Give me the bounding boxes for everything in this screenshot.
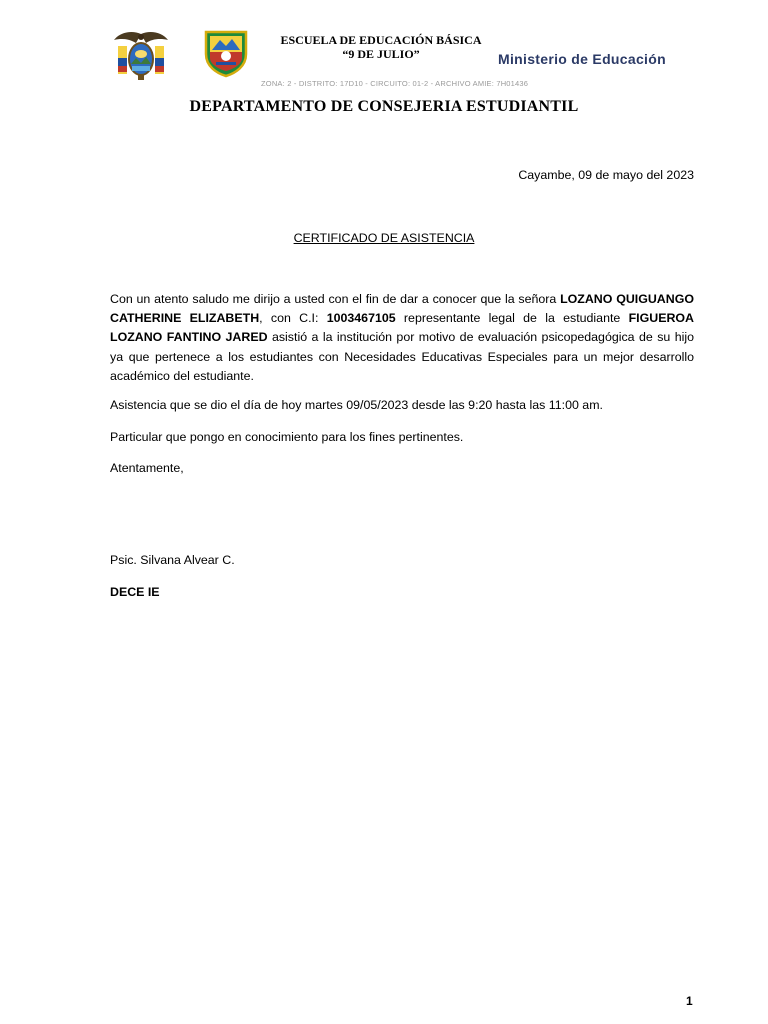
paragraph-text-3: representante legal de la estudiante xyxy=(395,311,629,326)
paragraph-text-1: Con un atento saludo me dirijo a usted con el fin de dar a conocer que la señora xyxy=(110,292,561,306)
guardian-id: 1003467105 xyxy=(326,311,396,326)
school-name-line1: ESCUELA DE EDUCACIÓN BÁSICA xyxy=(280,33,482,47)
zone-info: ZONA: 2 - DISTRITO: 17D10 - CIRCUITO: 01-2 - ARCHIVO AMIE: 7H01436 xyxy=(261,79,529,88)
department-title: DEPARTAMENTO DE CONSEJERIA ESTUDIANTIL xyxy=(189,98,579,115)
guardian-name: LOZANO QUIGUANGO CATHERINE ELIZABETH xyxy=(110,292,694,326)
ministry-name: Ministerio de Educación xyxy=(498,51,666,67)
paragraph-text-2: , con C.I: xyxy=(259,311,327,326)
certificate-title: CERTIFICADO DE ASISTENCIA xyxy=(293,231,475,245)
school-name-line2: “9 DE JULIO” xyxy=(342,47,420,61)
salutation: Atentamente, xyxy=(110,461,184,475)
ecuador-coat-of-arms-icon xyxy=(112,28,170,82)
page-number: 1 xyxy=(686,994,693,1008)
student-name: FIGUEROA LOZANO FANTINO JARED xyxy=(110,311,694,345)
signer-unit: DECE IE xyxy=(110,585,160,599)
main-paragraph xyxy=(110,290,694,386)
school-name-block xyxy=(268,33,494,61)
signer-name: Psic. Silvana Alvear C. xyxy=(110,553,235,567)
document-date: Cayambe, 09 de mayo del 2023 xyxy=(518,168,694,182)
attendance-line: Asistencia que se dio el día de hoy martes 09/05/2023 desde las 9:20 hasta las 11:00 am. xyxy=(110,398,603,412)
school-shield-icon xyxy=(202,28,250,78)
closing-line: Particular que pongo en conocimiento para los fines pertinentes. xyxy=(110,430,464,444)
paragraph-text-4: asistió a la institución por motivo de evaluación psicopedagógica de su hijo ya que pertenece a los estudiantes con Necesidades Educativas Especiales para un mejor desarrollo académico del estudiante. xyxy=(110,330,694,383)
